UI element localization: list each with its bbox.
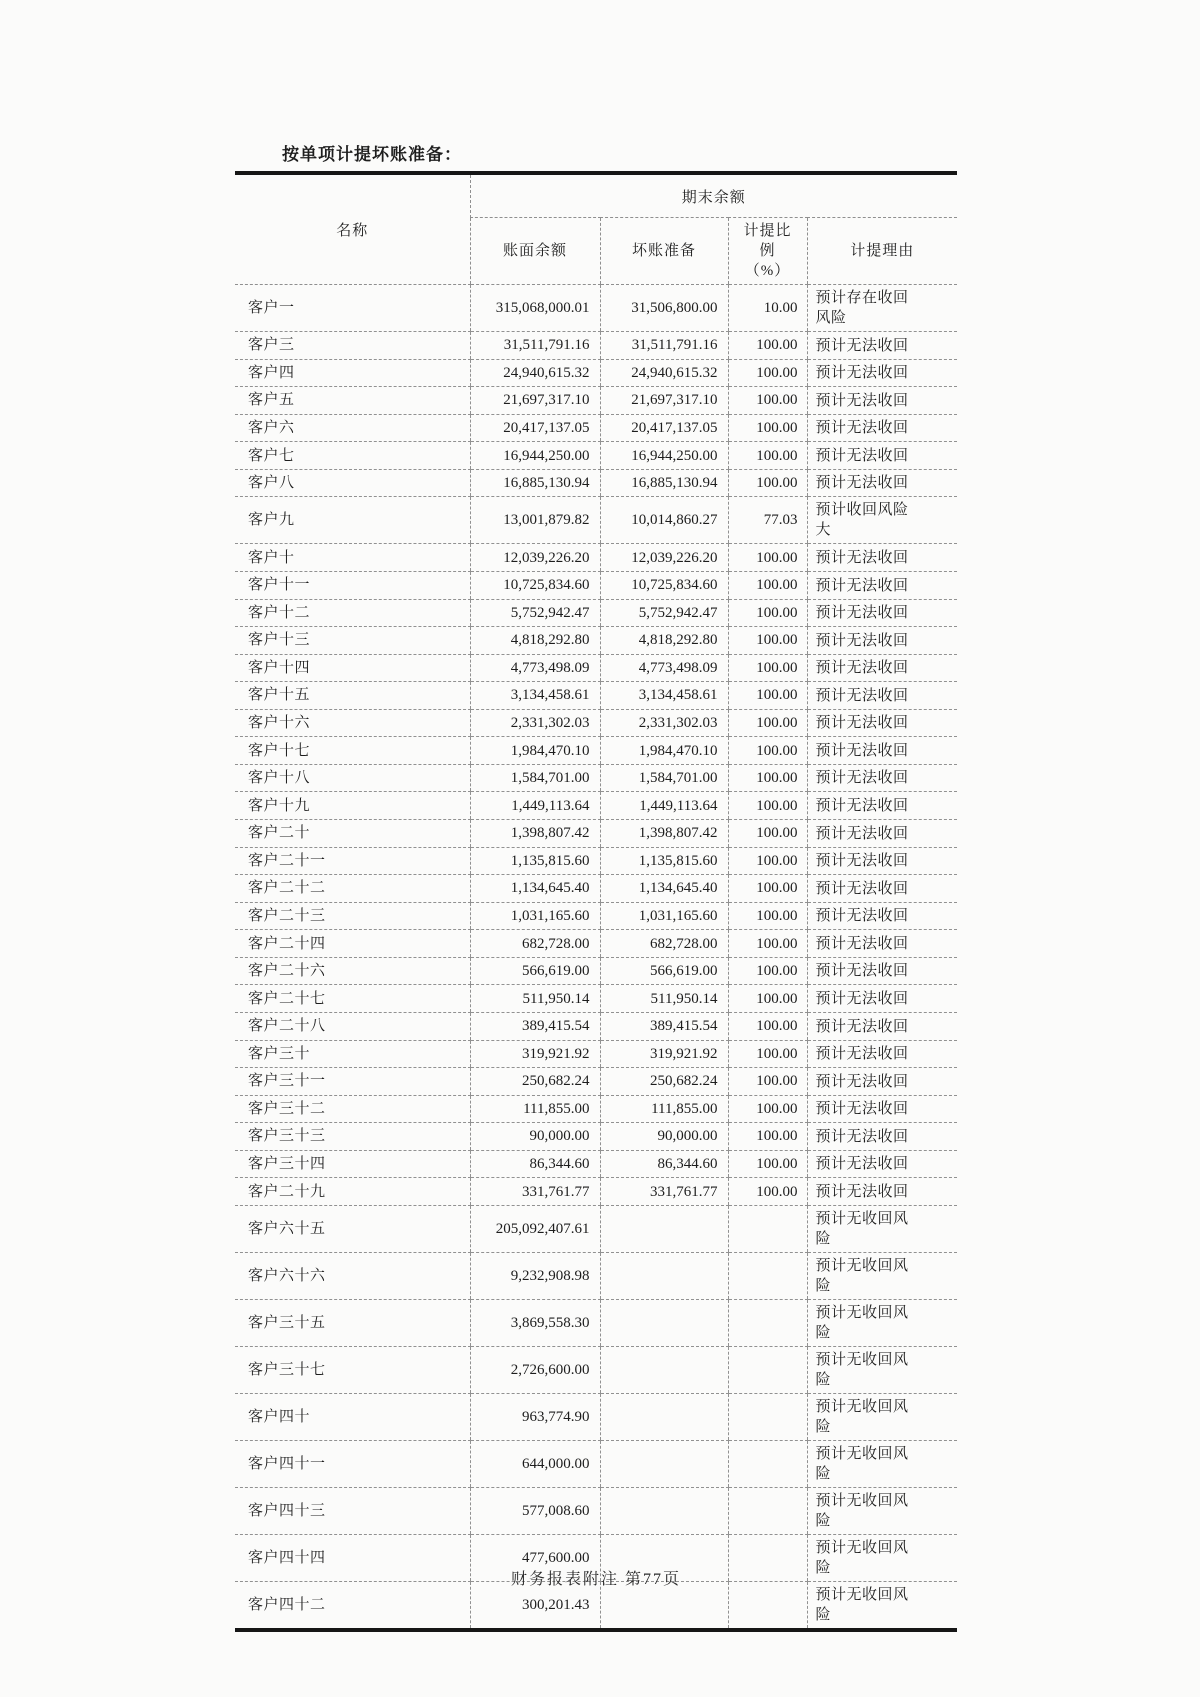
cell-provision: 1,134,645.40 [600,875,728,903]
table-row [235,1299,957,1346]
page-footer: 财务报表附注 第77页 [510,1571,681,1588]
cell-book-balance: 389,415.54 [470,1012,600,1040]
cell-reason [807,627,957,655]
table-row [235,985,957,1013]
cell-provision: 20,417,137.05 [600,414,728,442]
bad-debt-provision-table-container [235,171,957,1632]
table-row [235,1440,957,1487]
cell-name: 客户六十五 [235,1205,470,1252]
cell-ratio: 100.00 [728,1040,807,1068]
table-row [235,1123,957,1151]
cell-provision [600,1393,728,1440]
cell-name: 客户十二 [235,599,470,627]
header-row-1 [235,173,957,218]
cell-reason [807,469,957,497]
bad-debt-provision-table [235,171,957,1632]
reason-text: 预计无法收回 [815,935,909,952]
reason-text: 预计无法收回 [815,687,909,704]
cell-ratio: 100.00 [728,820,807,848]
cell-provision: 331,761.77 [600,1178,728,1206]
reason-text: 预计无法收回 [815,853,909,870]
cell-reason [807,1150,957,1178]
col-header-provision-reason: 计提理由 [807,218,957,285]
cell-ratio: 100.00 [728,1012,807,1040]
cell-reason [807,654,957,682]
cell-book-balance: 20,417,137.05 [470,414,600,442]
cell-provision: 682,728.00 [600,930,728,958]
table-row [235,1346,957,1393]
cell-name: 客户十六 [235,709,470,737]
cell-reason [807,1252,957,1299]
cell-provision: 4,818,292.80 [600,627,728,655]
cell-reason [807,764,957,792]
cell-ratio: 100.00 [728,709,807,737]
cell-reason [807,442,957,470]
cell-book-balance: 2,331,302.03 [470,709,600,737]
cell-reason [807,875,957,903]
cell-provision: 389,415.54 [600,1012,728,1040]
cell-reason [807,1095,957,1123]
cell-name: 客户二十一 [235,847,470,875]
reason-text: 预计无收回风险 [815,1398,909,1435]
cell-name: 客户二十九 [235,1178,470,1206]
cell-name: 客户十 [235,544,470,572]
cell-ratio: 100.00 [728,682,807,710]
reason-text: 预计无法收回 [815,880,909,897]
table-row [235,1205,957,1252]
reason-text: 预计无收回风险 [815,1257,909,1294]
cell-name: 客户四 [235,359,470,387]
cell-ratio: 100.00 [728,571,807,599]
cell-name: 客户十三 [235,627,470,655]
table-row [235,1150,957,1178]
section-title: 按单项计提坏账准备： [282,145,462,164]
cell-reason [807,930,957,958]
cell-provision [600,1440,728,1487]
cell-book-balance: 250,682.24 [470,1068,600,1096]
reason-text: 预计无法收回 [815,549,909,566]
cell-name: 客户五 [235,387,470,415]
cell-ratio: 100.00 [728,764,807,792]
cell-name: 客户七 [235,442,470,470]
reason-text: 预计无收回风险 [815,1304,909,1341]
cell-name: 客户十四 [235,654,470,682]
table-row [235,571,957,599]
cell-name: 客户二十八 [235,1012,470,1040]
cell-book-balance: 21,697,317.10 [470,387,600,415]
cell-name: 客户二十 [235,820,470,848]
cell-book-balance: 963,774.90 [470,1393,600,1440]
table-row [235,469,957,497]
cell-book-balance: 10,725,834.60 [470,571,600,599]
cell-ratio: 100.00 [728,1123,807,1151]
cell-provision: 12,039,226.20 [600,544,728,572]
table-row [235,820,957,848]
cell-provision [600,1346,728,1393]
cell-provision: 5,752,942.47 [600,599,728,627]
cell-book-balance: 31,511,791.16 [470,332,600,360]
table-row [235,1393,957,1440]
cell-book-balance: 1,031,165.60 [470,902,600,930]
cell-book-balance: 577,008.60 [470,1487,600,1534]
cell-name: 客户四十二 [248,1596,326,1613]
cell-provision: 566,619.00 [600,957,728,985]
reason-text: 预计无法收回 [815,337,909,354]
table-row [235,285,957,332]
table-row [235,359,957,387]
reason-text: 预计无法收回 [815,1018,909,1035]
reason-text: 预计无收回风险 [815,1445,909,1482]
table-row [235,930,957,958]
reason-text: 预计存在收回风险 [815,290,909,326]
cell-book-balance: 300,201.43 [470,1581,600,1630]
reason-text: 预计无法收回 [815,1101,909,1118]
reason-text: 预计无法收回 [815,447,909,464]
cell-book-balance: 16,885,130.94 [470,469,600,497]
cell-reason [807,285,957,332]
table-row [235,902,957,930]
cell-ratio [728,1393,807,1440]
table-row [235,875,957,903]
cell-reason [807,820,957,848]
cell-name: 客户三十四 [235,1150,470,1178]
table-body [235,285,957,1630]
cell-ratio: 100.00 [728,792,807,820]
cell-reason [807,414,957,442]
reason-text: 预计无法收回 [815,770,909,787]
cell-book-balance: 477,600.00 [470,1534,600,1581]
table-row [235,544,957,572]
cell-book-balance: 1,984,470.10 [470,737,600,765]
cell-provision: 1,135,815.60 [600,847,728,875]
cell-name: 客户三十五 [235,1299,470,1346]
reason-text: 预计无法收回 [815,798,909,814]
cell-provision: 3,134,458.61 [600,682,728,710]
cell-name: 客户四十四 [235,1534,470,1581]
cell-reason [807,1123,957,1151]
cell-ratio: 100.00 [728,847,807,875]
reason-text: 预计无收回风险 [815,1210,909,1247]
table-row [235,627,957,655]
cell-reason [807,1440,957,1487]
table-row [235,1487,957,1534]
table-row [235,764,957,792]
cell-provision: 1,449,113.64 [600,792,728,820]
cell-reason [807,1487,957,1534]
cell-book-balance: 16,944,250.00 [470,442,600,470]
cell-provision: 10,725,834.60 [600,571,728,599]
cell-book-balance: 319,921.92 [470,1040,600,1068]
cell-provision: 1,584,701.00 [600,764,728,792]
cell-reason [807,599,957,627]
cell-reason [807,737,957,765]
cell-reason [807,985,957,1013]
cell-ratio: 100.00 [728,957,807,985]
cell-book-balance: 1,584,701.00 [470,764,600,792]
col-header-name: 名称 [235,173,470,285]
reason-text: 预计无法收回 [815,475,909,492]
reason-text: 预计无法收回 [815,1183,909,1200]
cell-name: 客户八 [235,469,470,497]
cell-book-balance: 644,000.00 [470,1440,600,1487]
cell-reason [807,359,957,387]
cell-ratio: 100.00 [728,654,807,682]
cell-book-balance: 331,761.77 [470,1178,600,1206]
cell-book-balance: 24,940,615.32 [470,359,600,387]
cell-provision: 21,697,317.10 [600,387,728,415]
cell-name: 客户十七 [235,737,470,765]
cell-ratio: 10.00 [728,285,807,332]
col-header-bad-debt-provision: 坏账准备 [600,218,728,285]
cell-reason [807,332,957,360]
reason-text: 预计无收回风险 [815,1539,909,1576]
cell-provision: 1,398,807.42 [600,820,728,848]
cell-name: 客户三十三 [235,1123,470,1151]
cell-ratio: 100.00 [728,1095,807,1123]
cell-reason [807,709,957,737]
cell-name: 客户二十七 [235,985,470,1013]
cell-ratio: 100.00 [728,985,807,1013]
cell-reason [807,571,957,599]
cell-book-balance: 1,135,815.60 [470,847,600,875]
reason-text: 预计无法收回 [815,420,909,437]
cell-name: 客户二十三 [235,902,470,930]
cell-ratio: 77.03 [728,497,807,544]
table-row [235,414,957,442]
cell-ratio: 100.00 [728,414,807,442]
table-row [235,1040,957,1068]
table-row [235,847,957,875]
table-row [235,497,957,544]
cell-reason [807,1068,957,1096]
reason-text: 预计无法收回 [815,715,909,732]
cell-name: 客户六 [235,414,470,442]
cell-book-balance: 13,001,879.82 [470,497,600,544]
cell-name: 客户十五 [235,682,470,710]
cell-provision: 250,682.24 [600,1068,728,1096]
cell-name: 客户三十 [235,1040,470,1068]
cell-provision: 31,511,791.16 [600,332,728,360]
cell-book-balance: 3,134,458.61 [470,682,600,710]
cell-book-balance: 2,726,600.00 [470,1346,600,1393]
cell-name: 客户四十三 [235,1487,470,1534]
col-header-book-balance: 账面余额 [470,218,600,285]
cell-reason [807,1393,957,1440]
cell-provision: 1,031,165.60 [600,902,728,930]
table-row [235,1178,957,1206]
cell-name: 客户六十六 [235,1252,470,1299]
cell-ratio [728,1487,807,1534]
cell-name: 客户三 [235,332,470,360]
cell-ratio: 100.00 [728,737,807,765]
cell-book-balance: 511,950.14 [470,985,600,1013]
cell-name: 客户三十二 [235,1095,470,1123]
reason-text: 预计无法收回 [815,660,909,677]
cell-name: 客户一 [235,285,470,332]
reason-text: 预计收回风险大 [815,502,909,539]
cell-provision: 31,506,800.00 [600,285,728,332]
cell-book-balance: 9,232,908.98 [470,1252,600,1299]
cell-provision: 16,944,250.00 [600,442,728,470]
table-row [235,387,957,415]
table-row [235,442,957,470]
cell-ratio: 100.00 [728,1150,807,1178]
cell-provision: 4,773,498.09 [600,654,728,682]
cell-ratio: 100.00 [728,469,807,497]
cell-reason [807,682,957,710]
reason-text: 预计无收回风险 [815,1351,909,1388]
cell-provision [600,1205,728,1252]
col-header-provision-ratio [728,218,807,285]
cell-book-balance: 4,773,498.09 [470,654,600,682]
reason-text: 预计无法收回 [815,963,909,980]
cell-name: 客户十九 [235,792,470,820]
cell-ratio: 100.00 [728,875,807,903]
cell-reason [807,792,957,820]
provision-ratio-unit: （%） [744,263,791,279]
cell-book-balance: 1,449,113.64 [470,792,600,820]
cell-book-balance: 682,728.00 [470,930,600,958]
cell-reason [807,1299,957,1346]
cell-provision: 16,885,130.94 [600,469,728,497]
cell-book-balance: 111,855.00 [470,1095,600,1123]
cell-reason [807,1178,957,1206]
cell-provision [600,1299,728,1346]
cell-ratio: 100.00 [728,902,807,930]
table-row [235,709,957,737]
cell-ratio: 100.00 [728,544,807,572]
cell-provision: 2,331,302.03 [600,709,728,737]
provision-ratio-label: 计提比例 [743,223,792,259]
col-header-period-end-balance: 期末余额 [470,173,957,218]
cell-ratio [728,1205,807,1252]
reason-text: 预计无法收回 [815,742,909,759]
cell-name: 客户四十一 [235,1440,470,1487]
cell-name: 客户十八 [235,764,470,792]
cell-ratio: 100.00 [728,387,807,415]
cell-ratio: 100.00 [728,359,807,387]
cell-reason [807,847,957,875]
reason-text: 预计无法收回 [815,1128,909,1145]
reason-text: 预计无法收回 [815,392,909,409]
reason-text: 预计无法收回 [815,990,909,1007]
cell-book-balance: 4,818,292.80 [470,627,600,655]
cell-book-balance: 1,398,807.42 [470,820,600,848]
cell-provision [600,1252,728,1299]
cell-book-balance: 315,068,000.01 [470,285,600,332]
cell-reason [807,387,957,415]
cell-book-balance: 3,869,558.30 [470,1299,600,1346]
cell-ratio [728,1440,807,1487]
cell-reason [807,497,957,544]
table-row [235,599,957,627]
reason-text: 预计无法收回 [815,825,909,842]
reason-text: 预计无法收回 [815,577,909,594]
cell-book-balance: 205,092,407.61 [470,1205,600,1252]
cell-provision [600,1487,728,1534]
table-row [235,1095,957,1123]
cell-provision: 90,000.00 [600,1123,728,1151]
cell-ratio [728,1346,807,1393]
table-row [235,654,957,682]
reason-text: 预计无法收回 [815,1156,909,1173]
cell-provision: 111,855.00 [600,1095,728,1123]
cell-ratio: 100.00 [728,599,807,627]
cell-reason [807,1205,957,1252]
reason-text: 预计无法收回 [815,632,909,649]
cell-reason [807,1040,957,1068]
cell-name: 客户四十 [235,1393,470,1440]
cell-ratio [728,1252,807,1299]
cell-ratio: 100.00 [728,627,807,655]
reason-text: 预计无法收回 [815,1046,909,1063]
cell-provision: 24,940,615.32 [600,359,728,387]
table-row [235,957,957,985]
cell-provision: 319,921.92 [600,1040,728,1068]
cell-name: 客户三十一 [235,1068,470,1096]
cell-reason [807,957,957,985]
cell-name: 客户十一 [235,571,470,599]
cell-reason [807,902,957,930]
table-row [235,682,957,710]
table-row [235,1012,957,1040]
cell-reason [807,1346,957,1393]
cell-name: 客户二十六 [235,957,470,985]
cell-ratio: 100.00 [728,332,807,360]
cell-ratio [728,1299,807,1346]
table-row [235,1252,957,1299]
table-row [235,792,957,820]
table-row [235,737,957,765]
cell-name: 客户二十二 [235,875,470,903]
reason-text: 预计无收回风险 [815,1492,909,1529]
cell-ratio: 100.00 [728,442,807,470]
reason-text: 预计无法收回 [815,1073,909,1090]
cell-ratio: 100.00 [728,1068,807,1096]
cell-reason [807,544,957,572]
cell-name: 客户九 [235,497,470,544]
cell-book-balance: 12,039,226.20 [470,544,600,572]
cell-book-balance: 1,134,645.40 [470,875,600,903]
cell-ratio: 100.00 [728,1178,807,1206]
cell-provision: 1,984,470.10 [600,737,728,765]
cell-book-balance: 90,000.00 [470,1123,600,1151]
reason-text: 预计无法收回 [815,605,909,622]
cell-provision: 511,950.14 [600,985,728,1013]
cell-ratio: 100.00 [728,930,807,958]
reason-text: 预计无法收回 [815,365,909,382]
cell-name: 客户二十四 [235,930,470,958]
cell-book-balance: 86,344.60 [470,1150,600,1178]
cell-book-balance: 5,752,942.47 [470,599,600,627]
cell-provision: 10,014,860.27 [600,497,728,544]
cell-reason [807,1012,957,1040]
table-row [235,332,957,360]
cell-name: 客户三十七 [235,1346,470,1393]
cell-book-balance: 566,619.00 [470,957,600,985]
cell-provision: 86,344.60 [600,1150,728,1178]
table-row [235,1068,957,1096]
reason-text: 预计无收回风险 [815,1586,909,1623]
reason-text: 预计无法收回 [815,908,909,925]
